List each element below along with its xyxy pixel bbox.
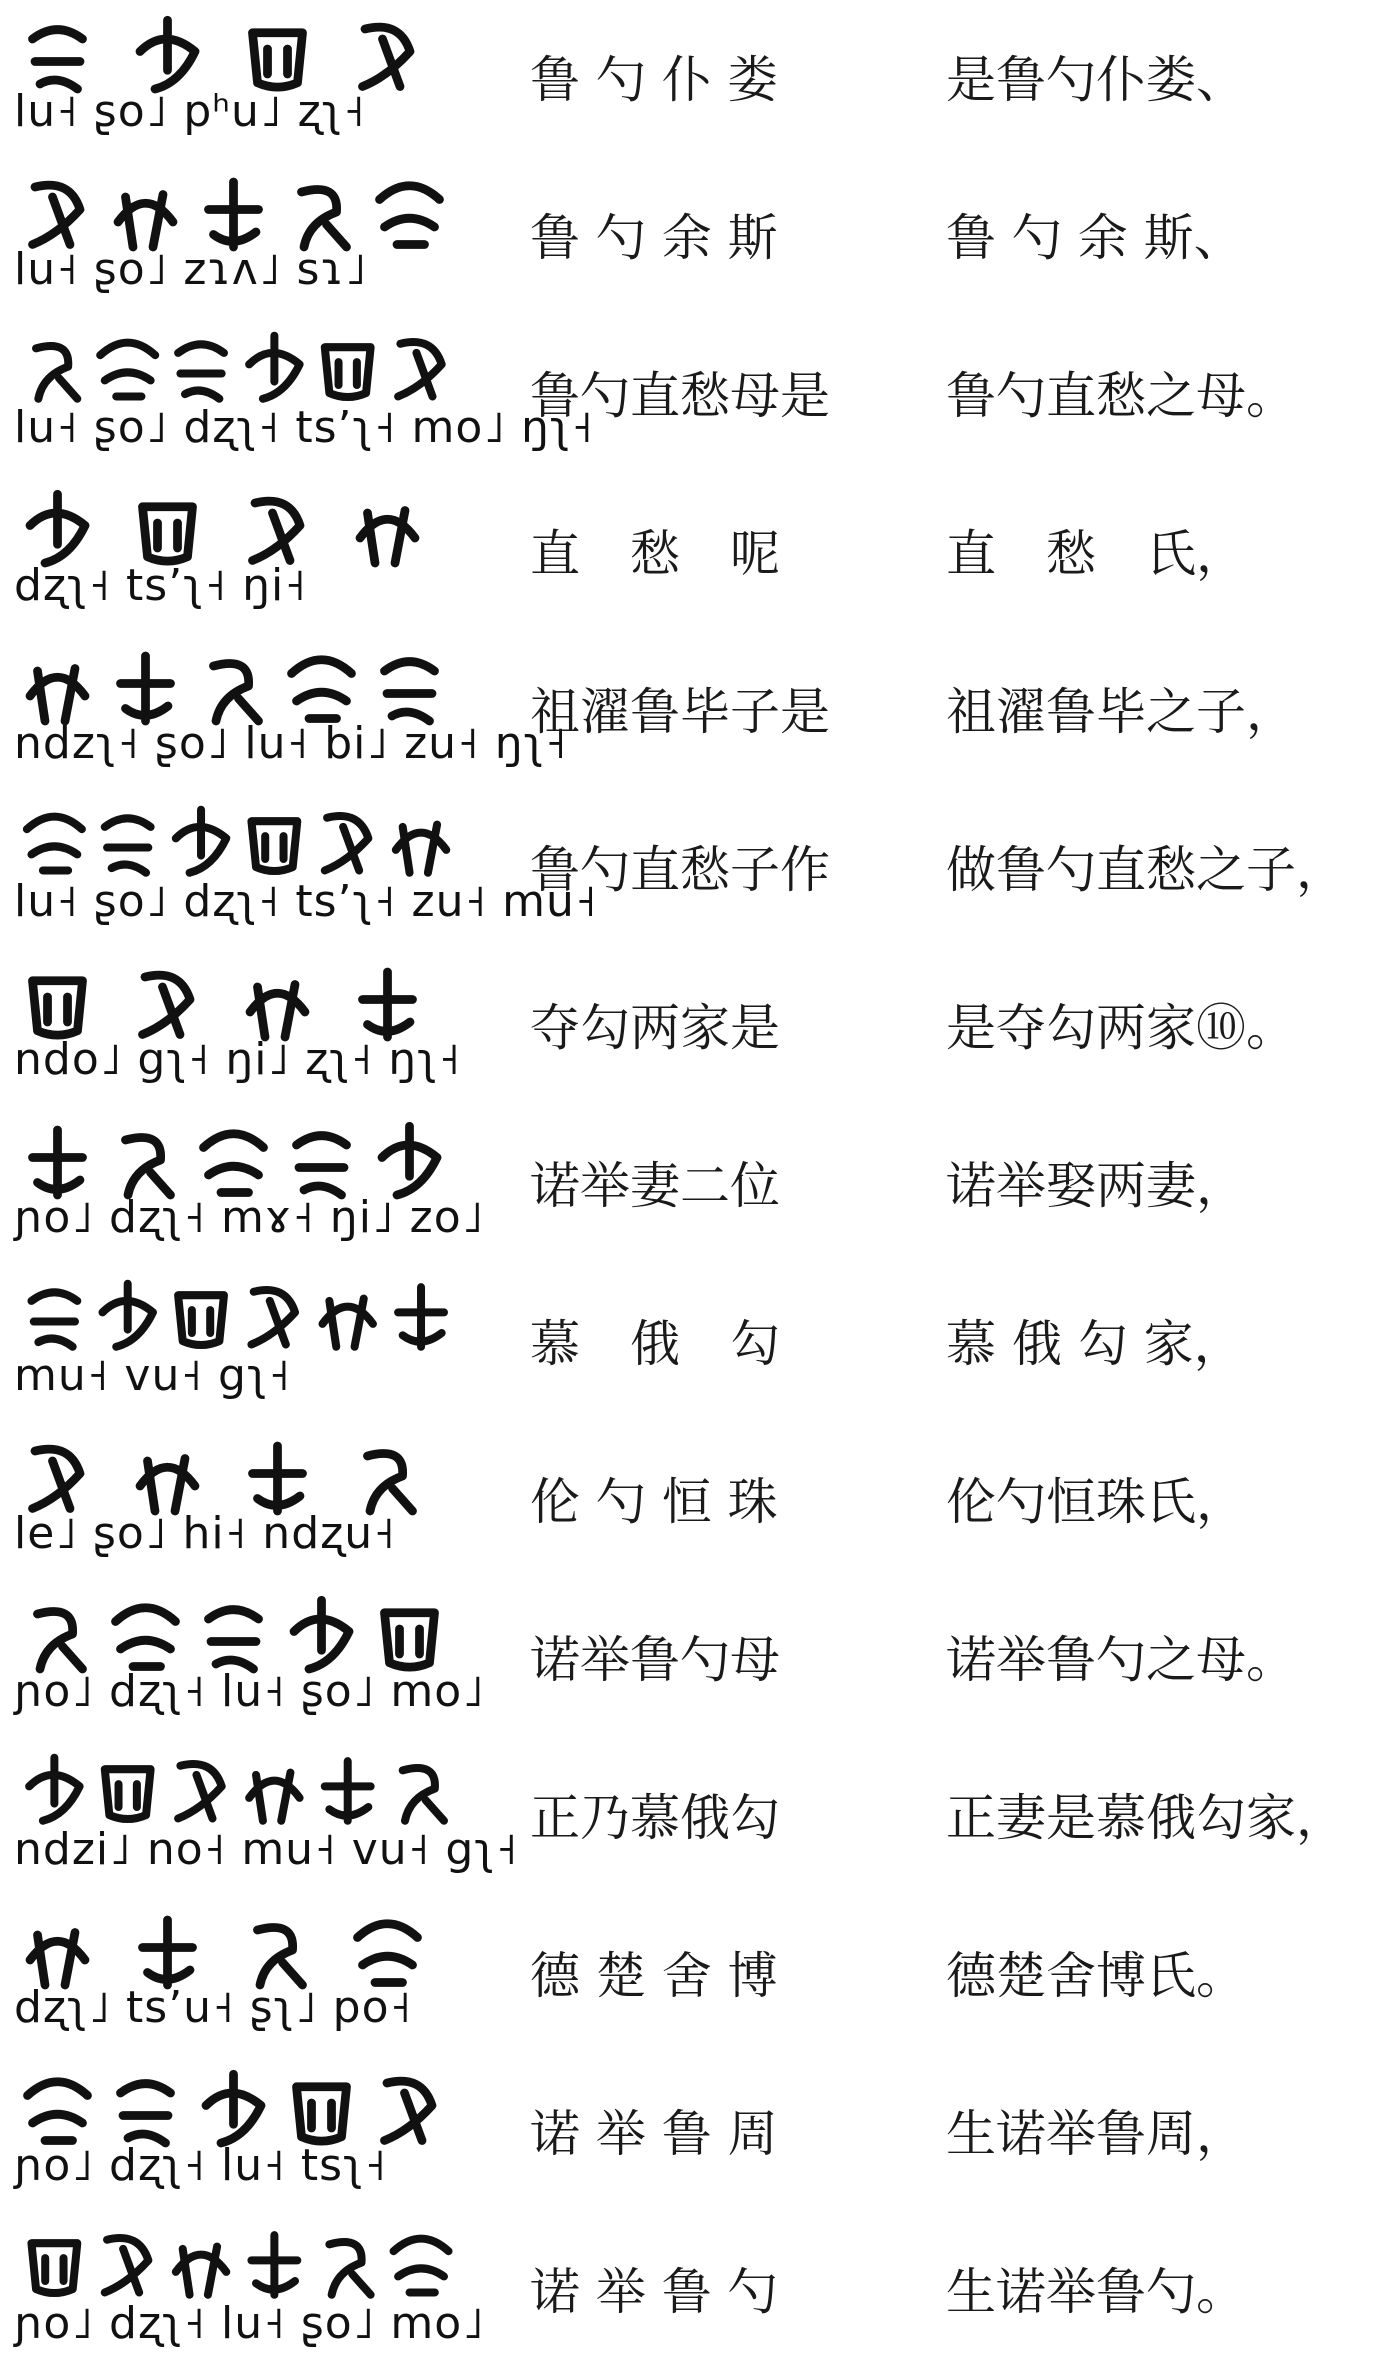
free-translation: 直 愁 氏， bbox=[946, 525, 1246, 583]
yi-glyph bbox=[385, 1613, 435, 1667]
yi-glyph bbox=[33, 30, 83, 89]
phonetic-transcription: ɲo˩ dʐʅ˧ lu˧ tsʅ˧ bbox=[14, 2140, 388, 2191]
word-gloss: 祖濯鲁毕子是 bbox=[530, 683, 830, 741]
yi-script-cell bbox=[14, 1586, 485, 1732]
yi-glyph bbox=[251, 821, 297, 871]
yi-glyph-drawing bbox=[14, 1270, 454, 1350]
yi-script-glyphs bbox=[14, 2218, 454, 2298]
yi-glyph-drawing bbox=[14, 1428, 454, 1508]
yi-glyph bbox=[292, 660, 352, 719]
yi-glyph bbox=[143, 507, 193, 561]
yi-glyph-drawing bbox=[14, 6, 454, 86]
yi-glyph bbox=[176, 2247, 226, 2295]
yi-glyph-drawing bbox=[14, 480, 454, 560]
yi-glyph bbox=[325, 347, 371, 397]
text-row bbox=[0, 474, 1384, 632]
yi-glyph-drawing bbox=[14, 1112, 454, 1192]
yi-glyph bbox=[249, 1773, 299, 1821]
phonetic-transcription: lu˧ ʂo˩ dʐʅ˧ tsʼʅ˧ zu˧ mu˧ bbox=[14, 876, 598, 927]
text-row bbox=[0, 1738, 1384, 1896]
yi-glyph-drawing bbox=[14, 954, 454, 1034]
phonetic-transcription: dʐʅ˩ tsʼu˧ ʂʅ˩ po˧ bbox=[14, 1982, 413, 2033]
text-row bbox=[0, 1264, 1384, 1422]
word-gloss: 鲁 勺 余 斯 bbox=[530, 209, 778, 267]
yi-glyph bbox=[329, 2242, 370, 2295]
free-translation: 正妻是慕俄勾家， bbox=[946, 1789, 1346, 1847]
free-translation: 是夺勾两家⑩。 bbox=[946, 999, 1296, 1057]
phonetic-transcription: ndzi˩ no˧ mu˧ vu˧ gʅ˧ bbox=[14, 1824, 519, 1875]
word-gloss: 诺举妻二位 bbox=[530, 1157, 780, 1215]
free-translation: 做鲁勺直愁之子， bbox=[946, 841, 1346, 899]
phonetic-transcription: ɲo˩ dʐʅ˧ lu˧ ʂo˩ mo˩ bbox=[14, 1666, 485, 1717]
word-gloss: 诺 举 鲁 周 bbox=[530, 2105, 778, 2163]
yi-glyph bbox=[28, 2082, 88, 2141]
yi-glyph bbox=[103, 1284, 153, 1347]
text-row bbox=[0, 158, 1384, 316]
yi-script-cell bbox=[14, 2060, 454, 2206]
yi-glyph bbox=[178, 1295, 224, 1345]
yi-script-cell bbox=[14, 796, 598, 942]
yi-glyph bbox=[176, 810, 226, 873]
yi-script-cell bbox=[14, 6, 454, 152]
yi-script-glyphs bbox=[14, 1902, 454, 1982]
yi-glyph bbox=[29, 1758, 79, 1821]
yi-glyph-drawing bbox=[14, 322, 454, 402]
yi-glyph bbox=[382, 1126, 437, 1195]
yi-glyph bbox=[204, 1134, 264, 1193]
free-translation: 诺举鲁勺之母。 bbox=[946, 1631, 1296, 1689]
yi-glyph bbox=[206, 2074, 261, 2143]
yi-glyph-drawing bbox=[14, 1586, 454, 1666]
yi-glyph bbox=[251, 2235, 297, 2295]
free-translation: 德楚舍博氏。 bbox=[946, 1947, 1246, 2005]
yi-script-glyphs bbox=[14, 6, 454, 86]
word-gloss: 诺 举 鲁 勺 bbox=[530, 2263, 778, 2321]
yi-glyph bbox=[294, 1600, 349, 1669]
yi-glyph bbox=[385, 662, 435, 721]
yi-glyph bbox=[121, 2084, 171, 2143]
yi-glyph bbox=[258, 1928, 303, 1986]
word-gloss: 伦 勺 恒 珠 bbox=[530, 1473, 778, 1531]
yi-glyph bbox=[209, 182, 259, 247]
text-row bbox=[0, 1580, 1384, 1738]
text-row bbox=[0, 948, 1384, 1106]
yi-glyph bbox=[33, 1449, 81, 1508]
yi-glyph-drawing bbox=[14, 1744, 454, 1824]
yi-glyph bbox=[38, 1612, 83, 1670]
yi-glyph bbox=[368, 1454, 413, 1512]
yi-glyph bbox=[297, 1136, 347, 1195]
yi-glyph bbox=[396, 825, 446, 873]
yi-glyph bbox=[398, 342, 442, 396]
yi-glyph bbox=[126, 1138, 171, 1196]
yi-glyph-drawing bbox=[14, 1902, 454, 1982]
text-row bbox=[0, 1422, 1384, 1580]
yi-script-glyphs bbox=[14, 322, 454, 402]
word-gloss: 鲁勺直愁母是 bbox=[530, 367, 830, 425]
phonetic-transcription: ɲo˩ dʐʅ˧ lu˧ ʂo˩ mo˩ bbox=[14, 2298, 485, 2349]
yi-script-glyphs bbox=[14, 796, 454, 876]
yi-glyph-drawing bbox=[14, 2060, 454, 2140]
word-gloss: 德 楚 舍 博 bbox=[530, 1947, 778, 2005]
yi-glyph bbox=[36, 346, 77, 399]
text-row bbox=[0, 1106, 1384, 1264]
text-row bbox=[0, 0, 1384, 158]
yi-glyph bbox=[363, 972, 413, 1037]
yi-glyph bbox=[358, 1924, 418, 1983]
word-gloss: 诺举鲁勺母 bbox=[530, 1631, 780, 1689]
yi-glyph-drawing bbox=[14, 164, 454, 244]
phonetic-transcription: le˩ ʂo˩ hi˧ ndʐu˧ bbox=[14, 1508, 396, 1559]
yi-script-glyphs bbox=[14, 638, 454, 718]
yi-glyph bbox=[323, 1299, 373, 1347]
yi-glyph bbox=[253, 1446, 303, 1511]
free-translation: 慕 俄 勾 家， bbox=[946, 1315, 1244, 1373]
text-row bbox=[0, 2212, 1384, 2370]
word-gloss: 夺勾两家是 bbox=[530, 999, 780, 1057]
yi-script-cell bbox=[14, 1744, 519, 1890]
yi-script-glyphs bbox=[14, 1586, 454, 1666]
yi-glyph bbox=[325, 1761, 371, 1821]
yi-glyph bbox=[394, 2239, 449, 2293]
yi-script-glyphs bbox=[14, 1744, 454, 1824]
yi-glyph bbox=[140, 20, 195, 89]
yi-glyph bbox=[325, 816, 369, 870]
yi-script-cell bbox=[14, 480, 454, 626]
yi-script-glyphs bbox=[14, 954, 454, 1034]
yi-script-cell bbox=[14, 2218, 485, 2364]
yi-glyph bbox=[363, 27, 411, 86]
yi-glyph bbox=[380, 186, 440, 245]
yi-script-glyphs bbox=[14, 1270, 454, 1350]
yi-script-cell bbox=[14, 1270, 454, 1416]
phonetic-transcription: lu˧ ʂo˩ zɿʌ˩ sɿ˩ bbox=[14, 244, 368, 295]
phonetic-transcription: ndo˩ gʅ˧ ŋi˩ ʐʅ˧ ŋʅ˧ bbox=[14, 1034, 462, 1085]
yi-script-cell bbox=[14, 638, 568, 784]
yi-glyph bbox=[27, 817, 82, 871]
yi-script-cell bbox=[14, 1902, 454, 2048]
yi-script-cell bbox=[14, 164, 454, 310]
yi-glyph bbox=[178, 1764, 222, 1818]
yi-glyph-drawing bbox=[14, 638, 454, 718]
yi-glyph bbox=[253, 501, 301, 560]
free-translation: 生诺举鲁勺。 bbox=[946, 2263, 1246, 2321]
word-gloss: 正乃慕俄勾 bbox=[530, 1789, 780, 1847]
free-translation: 祖濯鲁毕之子， bbox=[946, 683, 1296, 741]
yi-script-cell bbox=[14, 1112, 485, 1258]
yi-glyph bbox=[105, 1769, 151, 1819]
yi-script-glyphs bbox=[14, 2060, 454, 2140]
word-gloss: 鲁勺直愁子作 bbox=[530, 841, 830, 899]
yi-glyph bbox=[143, 1920, 193, 1985]
yi-glyph bbox=[105, 818, 151, 872]
yi-glyph bbox=[116, 1608, 176, 1667]
phonetic-transcription: mu˧ vu˧ gʅ˧ bbox=[14, 1350, 291, 1401]
text-row bbox=[0, 1896, 1384, 2054]
yi-glyph bbox=[31, 1292, 77, 1346]
yi-glyph-drawing bbox=[14, 796, 454, 876]
yi-script-cell bbox=[14, 954, 462, 1100]
text-row bbox=[0, 316, 1384, 474]
yi-glyph bbox=[121, 656, 171, 721]
text-row bbox=[0, 632, 1384, 790]
free-translation: 伦勺恒珠氏， bbox=[946, 1473, 1246, 1531]
yi-glyph bbox=[178, 344, 224, 398]
word-gloss: 直 愁 呢 bbox=[530, 525, 780, 583]
yi-glyph bbox=[33, 1130, 83, 1195]
free-translation: 鲁 勺 余 斯、 bbox=[946, 209, 1244, 267]
yi-script-glyphs bbox=[14, 1112, 454, 1192]
yi-glyph bbox=[403, 1768, 444, 1821]
text-row bbox=[0, 790, 1384, 948]
yi-script-cell bbox=[14, 1428, 454, 1574]
yi-script-glyphs bbox=[14, 480, 454, 560]
yi-glyph bbox=[297, 2087, 347, 2141]
yi-glyph bbox=[249, 336, 299, 399]
phonetic-transcription: lu˧ ʂo˩ dʐʅ˧ tsʼʅ˧ mo˩ ŋʅ˧ bbox=[14, 402, 594, 453]
yi-glyph bbox=[100, 343, 155, 397]
phonetic-transcription: ɲo˩ dʐʅ˧ mɤ˧ ŋi˩ zo˩ bbox=[14, 1192, 485, 1243]
free-translation: 诺举娶两妻， bbox=[946, 1157, 1246, 1215]
yi-script-glyphs bbox=[14, 1428, 454, 1508]
yi-glyph-drawing bbox=[14, 2218, 454, 2298]
yi-glyph bbox=[251, 1290, 295, 1344]
yi-glyph bbox=[30, 494, 85, 563]
word-gloss: 鲁 勺 仆 娄 bbox=[530, 51, 778, 109]
free-translation: 生诺举鲁周， bbox=[946, 2105, 1246, 2163]
phonetic-transcription: lu˧ ʂo˩ pʰu˩ ʐʅ˧ bbox=[14, 86, 366, 137]
yi-script-cell bbox=[14, 322, 594, 468]
yi-glyph bbox=[31, 2243, 77, 2293]
phonetic-transcription: dʐʅ˧ tsʼʅ˧ ŋi˧ bbox=[14, 560, 307, 611]
free-translation: 是鲁勺仆娄、 bbox=[946, 51, 1246, 109]
yi-script-glyphs bbox=[14, 164, 454, 244]
yi-glyph bbox=[33, 981, 83, 1035]
yi-glyph bbox=[209, 1610, 259, 1669]
yi-glyph bbox=[302, 190, 347, 248]
phonetic-transcription: ndzʅ˧ ʂo˩ lu˧ bi˩ zu˧ ŋʅ˧ bbox=[14, 718, 568, 769]
yi-glyph bbox=[385, 2081, 433, 2140]
yi-glyph bbox=[143, 975, 191, 1034]
yi-glyph bbox=[253, 33, 303, 87]
yi-glyph bbox=[105, 2238, 149, 2292]
yi-glyph bbox=[398, 1287, 444, 1347]
free-translation: 鲁勺直愁之母。 bbox=[946, 367, 1296, 425]
word-gloss: 慕 俄 勾 bbox=[530, 1315, 780, 1373]
text-row bbox=[0, 2054, 1384, 2212]
yi-glyph bbox=[214, 664, 259, 722]
yi-glyph bbox=[33, 185, 81, 244]
